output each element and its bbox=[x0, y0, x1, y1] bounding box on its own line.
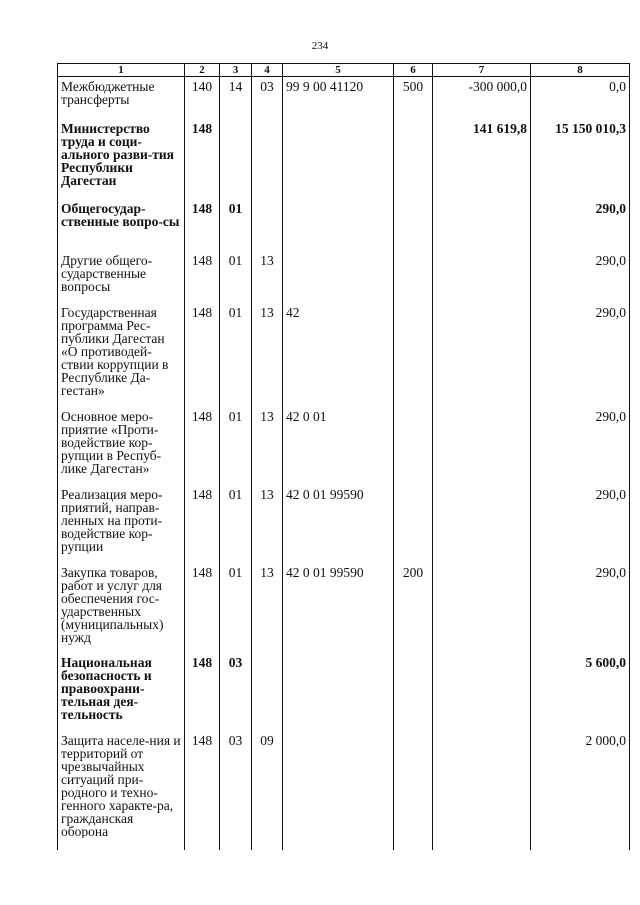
section-code-cell: 01 bbox=[220, 303, 252, 407]
amount-total-cell: 290,0 bbox=[531, 303, 630, 407]
amount-total-cell: 2 000,0 bbox=[531, 731, 630, 838]
ministry-code-cell: 148 bbox=[185, 303, 220, 407]
target-article-cell: 99 9 00 41120 bbox=[283, 77, 394, 120]
column-header: 8 bbox=[531, 64, 630, 77]
subsection-code-cell: 09 bbox=[252, 731, 283, 838]
amount-change-cell bbox=[433, 653, 531, 731]
section-code-cell: 03 bbox=[220, 731, 252, 838]
section-code-cell: 01 bbox=[220, 199, 252, 251]
expense-type-cell bbox=[394, 251, 433, 303]
section-code-cell: 01 bbox=[220, 563, 252, 653]
column-header: 4 bbox=[252, 64, 283, 77]
expense-type-cell bbox=[394, 731, 433, 838]
subsection-code-cell: 13 bbox=[252, 563, 283, 653]
column-header: 6 bbox=[394, 64, 433, 77]
amount-change-cell bbox=[433, 199, 531, 251]
target-article-cell bbox=[283, 731, 394, 838]
item-name-cell: Закупка товаров, работ и услуг для обеспечения гос-ударственных (муниципальных) нужд bbox=[58, 563, 185, 653]
expense-type-cell bbox=[394, 653, 433, 731]
amount-change-cell bbox=[433, 303, 531, 407]
ministry-code-cell: 148 bbox=[185, 407, 220, 485]
section-code-cell bbox=[220, 119, 252, 199]
ministry-code-cell: 148 bbox=[185, 251, 220, 303]
ministry-code-cell: 148 bbox=[185, 199, 220, 251]
amount-total-cell: 290,0 bbox=[531, 199, 630, 251]
table-row bbox=[58, 77, 630, 120]
amount-total-cell: 290,0 bbox=[531, 563, 630, 653]
table-row bbox=[58, 251, 630, 303]
subsection-code-cell: 13 bbox=[252, 251, 283, 303]
item-name-cell: Министерство труда и соци-ального разви-тия Республики Дагестан bbox=[58, 119, 185, 199]
amount-change-cell bbox=[433, 485, 531, 563]
item-name-cell: Реализация меро-приятий, направ-ленных на проти-водействие кор-рупции bbox=[58, 485, 185, 563]
expense-type-cell bbox=[394, 485, 433, 563]
target-article-cell bbox=[283, 199, 394, 251]
amount-total-cell: 290,0 bbox=[531, 485, 630, 563]
amount-change-cell bbox=[433, 407, 531, 485]
table-row bbox=[58, 407, 630, 485]
ministry-code-cell: 140 bbox=[185, 77, 220, 120]
target-article-cell bbox=[283, 653, 394, 731]
ministry-code-cell: 148 bbox=[185, 731, 220, 838]
section-code-cell: 01 bbox=[220, 407, 252, 485]
target-article-cell: 42 0 01 bbox=[283, 407, 394, 485]
table-row bbox=[58, 303, 630, 407]
item-name-cell: Государственная программа Рес-публики Дагестан «О противодей-ствии коррупции в Республике Да-гестан» bbox=[58, 303, 185, 407]
section-code-cell: 01 bbox=[220, 485, 252, 563]
table-filler-row bbox=[58, 838, 630, 850]
empty-cell bbox=[394, 838, 433, 850]
target-article-cell bbox=[283, 119, 394, 199]
ministry-code-cell: 148 bbox=[185, 653, 220, 731]
column-header: 3 bbox=[220, 64, 252, 77]
ministry-code-cell: 148 bbox=[185, 485, 220, 563]
item-name-cell: Общегосудар-ственные вопро-сы bbox=[58, 199, 185, 251]
expense-type-cell: 200 bbox=[394, 563, 433, 653]
amount-change-cell bbox=[433, 251, 531, 303]
amount-change-cell: 141 619,8 bbox=[433, 119, 531, 199]
amount-total-cell: 5 600,0 bbox=[531, 653, 630, 731]
subsection-code-cell: 13 bbox=[252, 407, 283, 485]
section-code-cell: 14 bbox=[220, 77, 252, 120]
table-row bbox=[58, 119, 630, 199]
target-article-cell bbox=[283, 251, 394, 303]
column-header: 2 bbox=[185, 64, 220, 77]
budget-table bbox=[57, 63, 630, 850]
table-row bbox=[58, 199, 630, 251]
column-header: 1 bbox=[58, 64, 185, 77]
subsection-code-cell: 13 bbox=[252, 485, 283, 563]
target-article-cell: 42 0 01 99590 bbox=[283, 485, 394, 563]
item-name-cell: Защита населе-ния и территорий от чрезвычайных ситуаций при-родного и техно-генного характе-ра, гражданская оборона bbox=[58, 731, 185, 838]
subsection-code-cell: 03 bbox=[252, 77, 283, 120]
ministry-code-cell: 148 bbox=[185, 563, 220, 653]
section-code-cell: 01 bbox=[220, 251, 252, 303]
expense-type-cell bbox=[394, 303, 433, 407]
item-name-cell: Национальная безопасность и правоохрани-тельная дея-тельность bbox=[58, 653, 185, 731]
page-number: 234 bbox=[311, 40, 329, 52]
target-article-cell: 42 bbox=[283, 303, 394, 407]
table-header-row bbox=[58, 64, 630, 77]
amount-total-cell: 290,0 bbox=[531, 407, 630, 485]
expense-type-cell bbox=[394, 407, 433, 485]
empty-cell bbox=[220, 838, 252, 850]
item-name-cell: Межбюджетные трансферты bbox=[58, 77, 185, 120]
empty-cell bbox=[185, 838, 220, 850]
table-row bbox=[58, 485, 630, 563]
table-row bbox=[58, 563, 630, 653]
item-name-cell: Основное меро-приятие «Проти-водействие кор-рупции в Респуб-лике Дагестан» bbox=[58, 407, 185, 485]
target-article-cell: 42 0 01 99590 bbox=[283, 563, 394, 653]
column-header: 5 bbox=[283, 64, 394, 77]
column-header: 7 bbox=[433, 64, 531, 77]
table-row bbox=[58, 731, 630, 838]
table-body bbox=[58, 77, 630, 851]
amount-total-cell: 0,0 bbox=[531, 77, 630, 120]
section-code-cell: 03 bbox=[220, 653, 252, 731]
empty-cell bbox=[283, 838, 394, 850]
subsection-code-cell bbox=[252, 199, 283, 251]
subsection-code-cell bbox=[252, 119, 283, 199]
expense-type-cell: 500 bbox=[394, 77, 433, 120]
empty-cell bbox=[58, 838, 185, 850]
amount-total-cell: 290,0 bbox=[531, 251, 630, 303]
amount-total-cell: 15 150 010,3 bbox=[531, 119, 630, 199]
subsection-code-cell bbox=[252, 653, 283, 731]
empty-cell bbox=[433, 838, 531, 850]
ministry-code-cell: 148 bbox=[185, 119, 220, 199]
expense-type-cell bbox=[394, 119, 433, 199]
expense-type-cell bbox=[394, 199, 433, 251]
subsection-code-cell: 13 bbox=[252, 303, 283, 407]
amount-change-cell bbox=[433, 563, 531, 653]
item-name-cell: Другие общего-сударственные вопросы bbox=[58, 251, 185, 303]
amount-change-cell: -300 000,0 bbox=[433, 77, 531, 120]
empty-cell bbox=[252, 838, 283, 850]
amount-change-cell bbox=[433, 731, 531, 838]
table-row bbox=[58, 653, 630, 731]
empty-cell bbox=[531, 838, 630, 850]
